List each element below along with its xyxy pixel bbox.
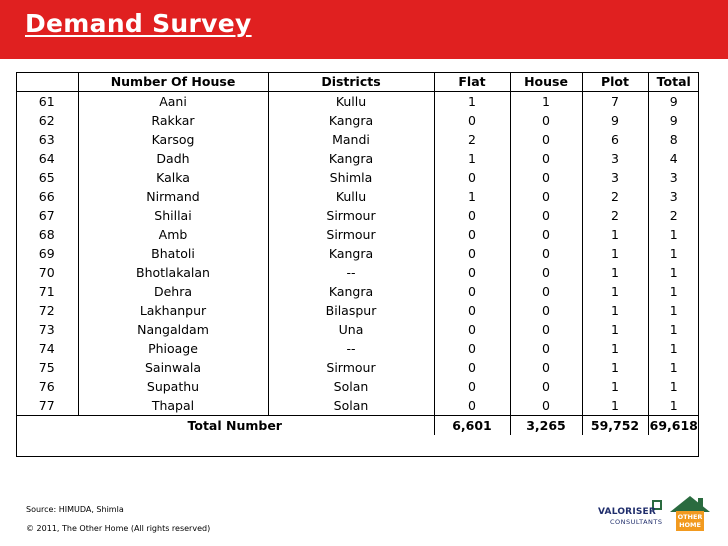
plot-cell: 1 [582, 339, 648, 358]
house-name-cell: Aani [78, 92, 268, 112]
total-cell: 9 [648, 111, 699, 130]
house-cell: 0 [510, 396, 582, 416]
house-name-cell: Bhotlakalan [78, 263, 268, 282]
table-row [16, 92, 699, 112]
table-row [16, 282, 699, 301]
valoriser-logo-sub: CONSULTANTS [610, 518, 663, 526]
flat-cell: 2 [434, 130, 510, 149]
plot-cell: 1 [582, 263, 648, 282]
house-cell: 0 [510, 168, 582, 187]
table-row [16, 377, 699, 396]
row-index-cell: 76 [38, 379, 55, 394]
flat-cell: 0 [434, 168, 510, 187]
page-title: Demand Survey [25, 9, 252, 38]
table-row [16, 358, 699, 377]
district-cell: Sirmour [268, 206, 434, 225]
other-home-logo-bottom: HOME [679, 521, 701, 529]
house-cell: 0 [510, 244, 582, 263]
house-name-cell: Phioage [78, 339, 268, 358]
demand-survey-table [16, 72, 699, 435]
house-name-cell: Nangaldam [78, 320, 268, 339]
row-index-cell: 72 [38, 303, 55, 318]
total-cell: 3 [648, 168, 699, 187]
district-cell: Solan [268, 377, 434, 396]
house-name-cell: Thapal [78, 396, 268, 416]
total-cell: 1 [648, 263, 699, 282]
total-row [16, 416, 699, 436]
house-name-cell: Nirmand [78, 187, 268, 206]
total-cell: 1 [648, 396, 699, 416]
district-cell: Sirmour [268, 358, 434, 377]
house-cell: 0 [510, 187, 582, 206]
plot-cell: 9 [582, 111, 648, 130]
house-cell: 0 [510, 263, 582, 282]
district-cell: Una [268, 320, 434, 339]
table-row [16, 111, 699, 130]
district-cell: Mandi [268, 130, 434, 149]
house-cell: 0 [510, 301, 582, 320]
flat-cell: 0 [434, 396, 510, 416]
district-cell: Sirmour [268, 225, 434, 244]
flat-cell: 0 [434, 377, 510, 396]
header-cell-plot: Plot [582, 72, 648, 92]
header-cell-districts: Districts [268, 72, 434, 92]
total-cell: 1 [648, 282, 699, 301]
header-cell-number-of-house: Number Of House [78, 72, 268, 92]
plot-cell: 3 [582, 149, 648, 168]
flat-cell: 1 [434, 187, 510, 206]
plot-cell: 1 [582, 244, 648, 263]
row-index-cell: 62 [38, 113, 55, 128]
house-cell: 0 [510, 358, 582, 377]
house-name-cell: Lakhanpur [78, 301, 268, 320]
title-banner [0, 0, 728, 59]
flat-cell: 0 [434, 263, 510, 282]
house-name-cell: Sainwala [78, 358, 268, 377]
district-cell: -- [268, 263, 434, 282]
table-row [16, 320, 699, 339]
row-index-cell: 65 [38, 170, 55, 185]
district-cell: -- [268, 339, 434, 358]
row-index-cell: 73 [38, 322, 55, 337]
plot-cell: 6 [582, 130, 648, 149]
flat-cell: 1 [434, 149, 510, 168]
table-row [16, 263, 699, 282]
header-cell-house: House [510, 72, 582, 92]
row-index-cell: 63 [38, 132, 55, 147]
plot-cell: 1 [582, 301, 648, 320]
house-name-cell: Bhatoli [78, 244, 268, 263]
table-row [16, 225, 699, 244]
house-cell: 0 [510, 339, 582, 358]
flat-cell: 0 [434, 282, 510, 301]
flat-cell: 0 [434, 358, 510, 377]
house-cell: 0 [510, 206, 582, 225]
valoriser-logo-name: VALORISER [598, 507, 657, 517]
district-cell: Solan [268, 396, 434, 416]
table-row [16, 206, 699, 225]
house-cell: 0 [510, 320, 582, 339]
house-cell: 0 [510, 282, 582, 301]
house-name-cell: Dadh [78, 149, 268, 168]
table-row [16, 301, 699, 320]
house-cell: 0 [510, 149, 582, 168]
total-cell: 1 [648, 358, 699, 377]
valoriser-logo [598, 500, 664, 528]
table-row [16, 168, 699, 187]
total-cell: 2 [648, 206, 699, 225]
table-header-row [16, 72, 699, 92]
flat-cell: 0 [434, 301, 510, 320]
header-cell-total: Total [648, 72, 699, 92]
row-index-cell: 64 [38, 151, 55, 166]
flat-cell: 0 [434, 111, 510, 130]
total-cell: 1 [648, 320, 699, 339]
district-cell: Kangra [268, 244, 434, 263]
total-total: 69,618 [648, 416, 699, 436]
row-index-cell: 61 [38, 94, 55, 109]
plot-cell: 1 [582, 358, 648, 377]
house-cell: 0 [510, 377, 582, 396]
flat-cell: 0 [434, 225, 510, 244]
row-index-cell: 75 [38, 360, 55, 375]
district-cell: Bilaspur [268, 301, 434, 320]
house-name-cell: Dehra [78, 282, 268, 301]
total-cell: 1 [648, 244, 699, 263]
house-name-cell: Rakkar [78, 111, 268, 130]
row-index-cell: 71 [38, 284, 55, 299]
house-name-cell: Shillai [78, 206, 268, 225]
chimney-icon [698, 498, 703, 507]
district-cell: Shimla [268, 168, 434, 187]
flat-cell: 0 [434, 244, 510, 263]
row-index-cell: 70 [38, 265, 55, 280]
house-name-cell: Amb [78, 225, 268, 244]
table-row [16, 130, 699, 149]
row-index-cell: 69 [38, 246, 55, 261]
house-cell: 0 [510, 225, 582, 244]
row-index-cell: 67 [38, 208, 55, 223]
flat-cell: 1 [434, 92, 510, 112]
plot-cell: 1 [582, 396, 648, 416]
plot-cell: 1 [582, 320, 648, 339]
house-roof-icon [670, 496, 710, 512]
table-row [16, 149, 699, 168]
total-cell: 4 [648, 149, 699, 168]
header-cell-flat: Flat [434, 72, 510, 92]
row-index-cell: 66 [38, 189, 55, 204]
other-home-logo [668, 494, 712, 534]
plot-cell: 2 [582, 187, 648, 206]
row-index-cell: 74 [38, 341, 55, 356]
district-cell: Kangra [268, 149, 434, 168]
district-cell: Kullu [268, 187, 434, 206]
house-cell: 1 [510, 92, 582, 112]
row-index-cell: 77 [38, 398, 55, 413]
house-cell: 0 [510, 111, 582, 130]
house-name-cell: Karsog [78, 130, 268, 149]
source-note: Source: HIMUDA, Shimla [26, 505, 124, 514]
plot-cell: 7 [582, 92, 648, 112]
header-cell-index [16, 72, 78, 92]
total-label: Total Number [16, 416, 434, 436]
table-row [16, 339, 699, 358]
total-cell: 1 [648, 301, 699, 320]
flat-cell: 0 [434, 320, 510, 339]
total-cell: 1 [648, 225, 699, 244]
other-home-logo-top: OTHER [677, 513, 703, 521]
total-house: 3,265 [510, 416, 582, 436]
row-index-cell: 68 [38, 227, 55, 242]
flat-cell: 0 [434, 339, 510, 358]
plot-cell: 2 [582, 206, 648, 225]
table-row [16, 244, 699, 263]
house-name-cell: Kalka [78, 168, 268, 187]
plot-cell: 1 [582, 377, 648, 396]
total-cell: 1 [648, 339, 699, 358]
district-cell: Kangra [268, 111, 434, 130]
table-row [16, 187, 699, 206]
plot-cell: 3 [582, 168, 648, 187]
total-flat: 6,601 [434, 416, 510, 436]
total-cell: 9 [648, 92, 699, 112]
district-cell: Kullu [268, 92, 434, 112]
plot-cell: 1 [582, 282, 648, 301]
house-name-cell: Supathu [78, 377, 268, 396]
flat-cell: 0 [434, 206, 510, 225]
district-cell: Kangra [268, 282, 434, 301]
total-plot: 59,752 [582, 416, 648, 436]
table-row [16, 396, 699, 416]
copyright-note: © 2011, The Other Home (All rights reserved) [26, 524, 211, 533]
plot-cell: 1 [582, 225, 648, 244]
total-cell: 3 [648, 187, 699, 206]
total-cell: 8 [648, 130, 699, 149]
house-cell: 0 [510, 130, 582, 149]
total-cell: 1 [648, 377, 699, 396]
